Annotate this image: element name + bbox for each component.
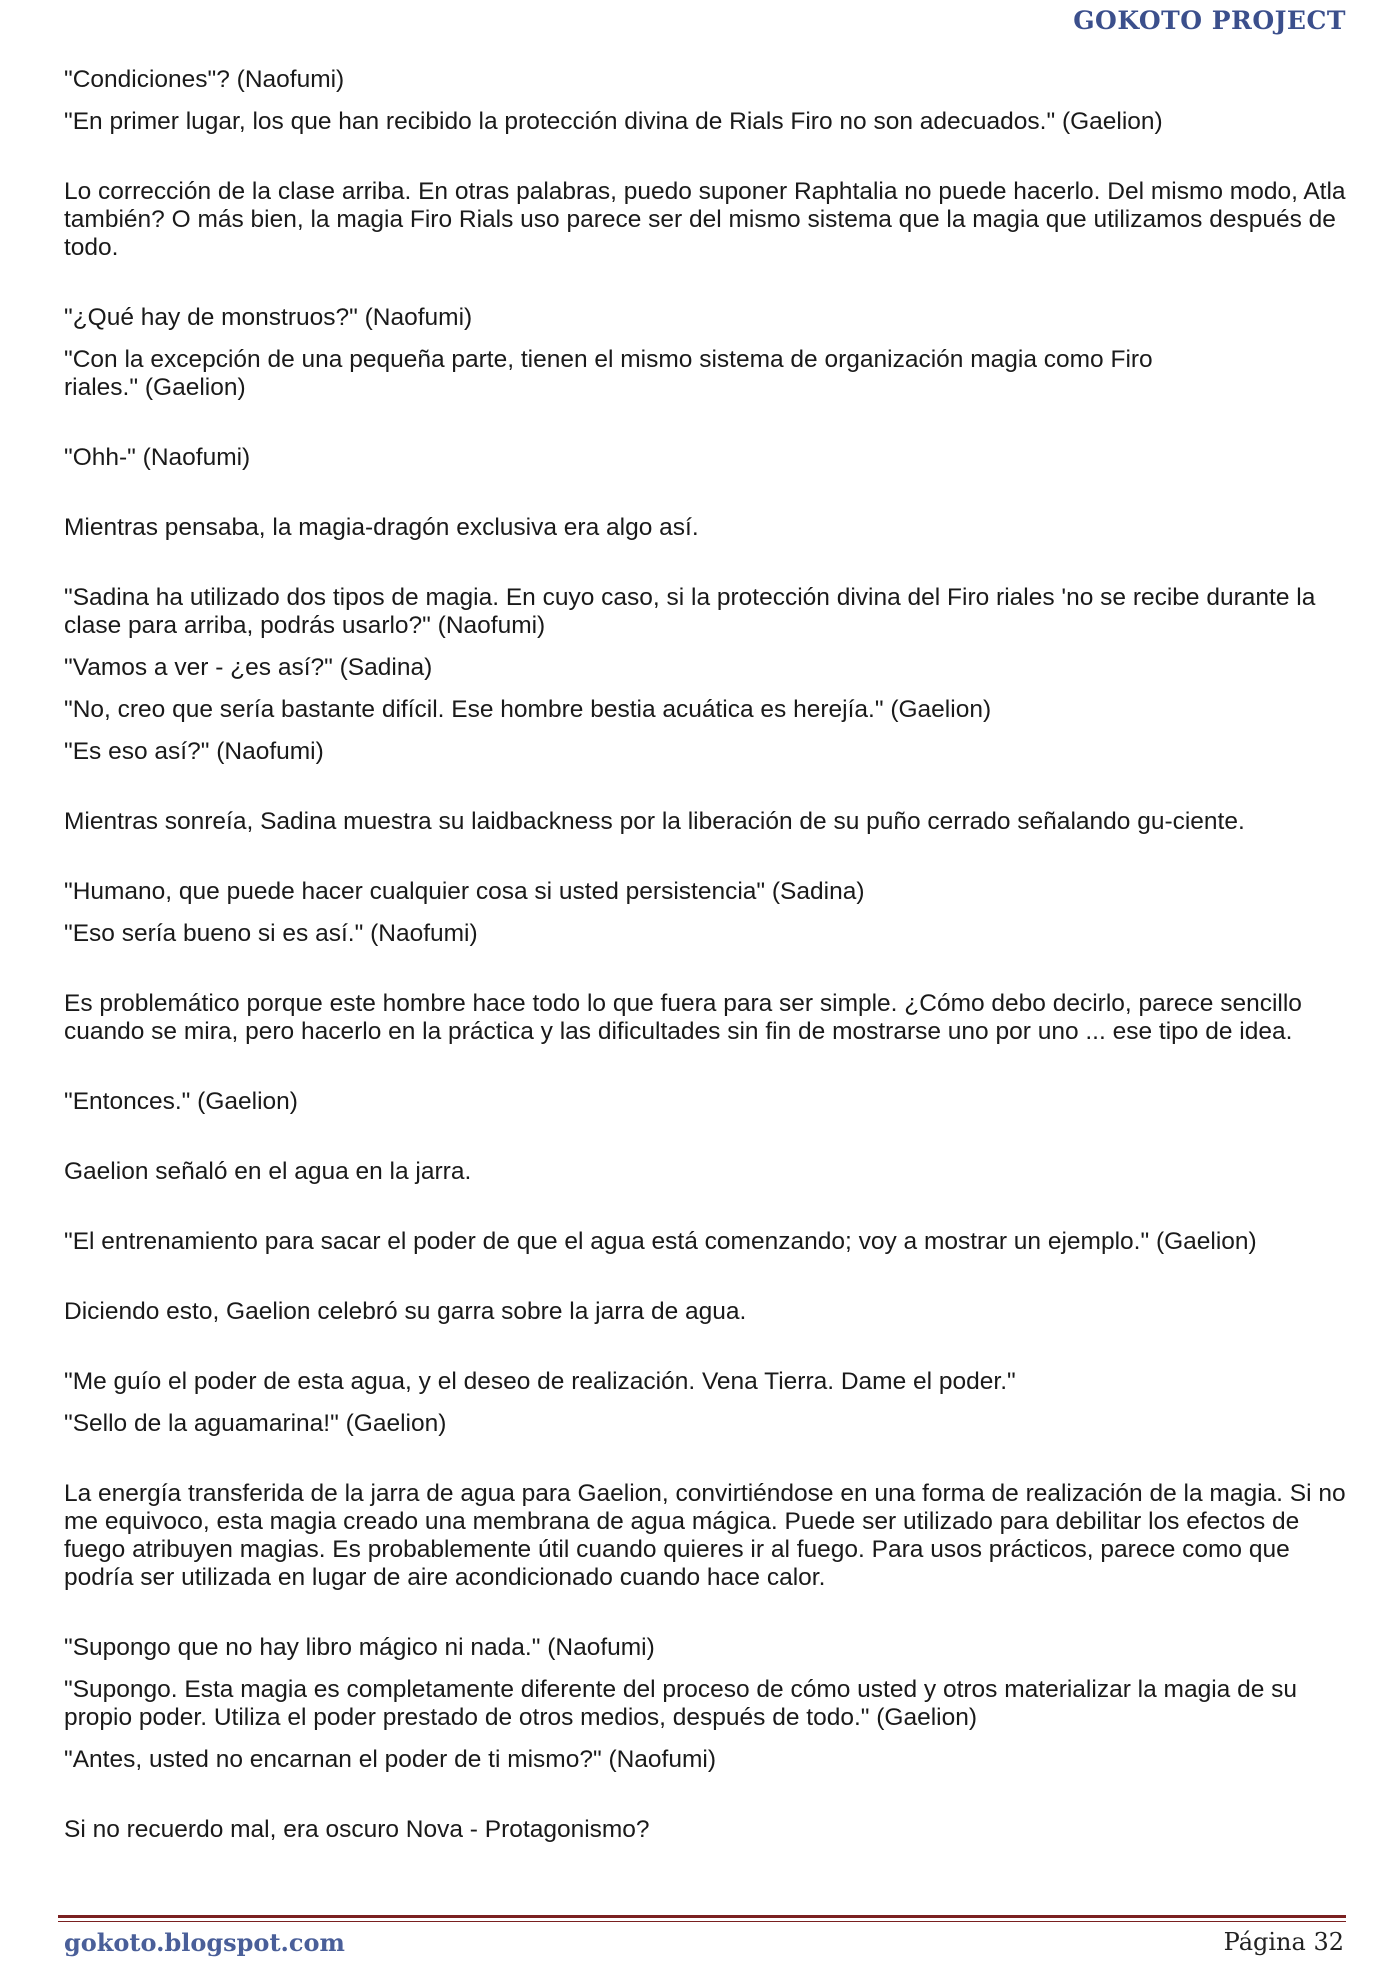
paragraph: "El entrenamiento para sacar el poder de que el agua está comenzando; voy a mostrar un ejemplo." (Gaelion) — [64, 1228, 1257, 1255]
paragraph: "En primer lugar, los que han recibido la protección divina de Rials Firo no son adecuados." (Gaelion) — [64, 108, 1163, 135]
footer-rule — [58, 1915, 1346, 1918]
paragraph: "Entonces." (Gaelion) — [64, 1088, 298, 1115]
paragraph: "Antes, usted no encarnan el poder de ti mismo?" (Naofumi) — [64, 1746, 717, 1773]
paragraph: "Condiciones"? (Naofumi) — [64, 66, 345, 93]
paragraph: Mientras sonreía, Sadina muestra su laidbackness por la liberación de su puño cerrado señalando gu-ciente. — [64, 808, 1245, 835]
paragraph: "Supongo. Esta magia es completamente diferente del proceso de cómo usted y otros materializar la magia de su propio poder. Utiliza el poder prestado de otros medios, después de todo." (Gaelion) — [64, 1676, 1298, 1731]
paragraph: "Me guío el poder de esta agua, y el deseo de realización. Vena Tierra. Dame el poder." — [64, 1368, 1016, 1395]
paragraph: "No, creo que sería bastante difícil. Ese hombre bestia acuática es herejía." (Gaelion) — [64, 696, 992, 723]
paragraph: Es problemático porque este hombre hace todo lo que fuera para ser simple. ¿Cómo debo decirlo, parece sencillo cuando se mira, pero hacerlo en la práctica y las dificultades sin fin de mostrarse uno por uno ... ese tipo de idea. — [64, 990, 1302, 1045]
footer-site-link[interactable]: gokoto.blogspot.com — [64, 1928, 345, 1957]
header-brand: GOKOTO PROJECT — [1073, 6, 1346, 35]
paragraph: "Supongo que no hay libro mágico ni nada." (Naofumi) — [64, 1634, 655, 1661]
paragraph: Gaelion señaló en el agua en la jarra. — [64, 1158, 472, 1185]
document-body — [64, 66, 1348, 1844]
page-number: Página 32 — [1223, 1928, 1344, 1956]
paragraph: "¿Qué hay de monstruos?" (Naofumi) — [64, 304, 473, 331]
paragraph: "Es eso así?" (Naofumi) — [64, 738, 324, 765]
paragraph: Si no recuerdo mal, era oscuro Nova - Protagonismo? — [64, 1816, 650, 1843]
paragraph: Diciendo esto, Gaelion celebró su garra sobre la jarra de agua. — [64, 1298, 747, 1325]
paragraph: Lo corrección de la clase arriba. En otras palabras, puedo suponer Raphtalia no puede hacerlo. Del mismo modo, Atla también? O más bien, la magia Firo Rials uso parece ser del mismo sistema que la magia que utilizamos después de todo. — [64, 178, 1346, 261]
paragraph: "Ohh-" (Naofumi) — [64, 444, 251, 471]
footer-rule-thin — [58, 1921, 1346, 1922]
paragraph: "Eso sería bueno si es así." (Naofumi) — [64, 920, 478, 947]
paragraph: "Sello de la aguamarina!" (Gaelion) — [64, 1410, 447, 1437]
paragraph: "Vamos a ver - ¿es así?" (Sadina) — [64, 654, 433, 681]
paragraph: La energía transferida de la jarra de agua para Gaelion, convirtiéndose en una forma de realización de la magia. Si no me equivoco, esta magia creado una membrana de agua mágica. Puede ser utilizado para debilitar los efectos de fuego atribuyen magias. Es probablemente útil cuando quieres ir al fuego. Para usos prácticos, parece como que podría ser utilizada en lugar de aire acondicionado cuando hace calor. — [64, 1480, 1346, 1591]
paragraph: "Sadina ha utilizado dos tipos de magia. En cuyo caso, si la protección divina del Firo riales 'no se recibe durante la clase para arriba, podrás usarlo?" (Naofumi) — [64, 584, 1316, 639]
paragraph: "Con la excepción de una pequeña parte, tienen el mismo sistema de organización magia como Firo riales." (Gaelion) — [64, 346, 1153, 401]
paragraph: Mientras pensaba, la magia-dragón exclusiva era algo así. — [64, 514, 699, 541]
paragraph: "Humano, que puede hacer cualquier cosa si usted persistencia" (Sadina) — [64, 878, 865, 905]
